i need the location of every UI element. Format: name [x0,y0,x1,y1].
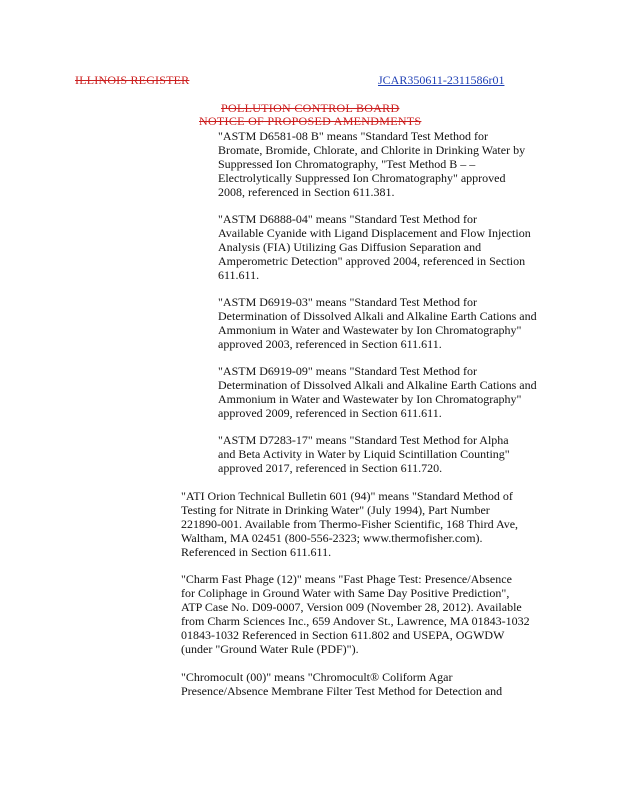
definition-line: "Charm Fast Phage (12)" means "Fast Phage Test: Presence/Absence [181,572,512,586]
definition-line: Presence/Absence Membrane Filter Test Method for Detection and [181,684,503,698]
definition-line: approved 2017, referenced in Section 611.720. [218,461,443,475]
definition-line: "ASTM D7283-17" means "Standard Test Method for Alpha [218,433,509,447]
definition-line: Electrolytically Suppressed Ion Chromatography" approved [218,171,506,185]
definition-line: Waltham, MA 02451 (800-556-2323; www.thermofisher.com). [181,531,483,545]
definition-line: Available Cyanide with Ligand Displacement and Flow Injection [218,226,531,240]
definition-line: 611.611. [218,268,260,282]
definition-line: Ammonium in Water and Wastewater by Ion Chromatography" [218,323,522,337]
definition-astm-d7283 [218,433,510,475]
definition-line: Bromate, Bromide, Chlorate, and Chlorite in Drinking Water by [218,143,526,157]
definition-line: from Charm Sciences Inc., 659 Andover St., Lawrence, MA 01843-1032 [181,614,530,628]
definition-line: "ASTM D6581-08 B" means "Standard Test Method for [218,129,488,143]
definition-line: approved 2003, referenced in Section 611.611. [218,337,442,351]
definition-line: 01843-1032 Referenced in Section 611.802 and USEPA, OGWDW [181,628,505,642]
definition-line: Referenced in Section 611.611. [181,545,332,559]
register-title: ILLINOIS REGISTER [75,73,190,87]
definition-line: "ASTM D6888-04" means "Standard Test Method for [218,212,477,226]
board-heading: POLLUTION CONTROL BOARD [221,101,400,115]
definition-chromocult [181,670,502,698]
definition-line: "ATI Orion Technical Bulletin 601 (94)" means "Standard Method of [181,489,513,503]
definition-line: 2008, referenced in Section 611.381. [218,185,395,199]
definition-line: (under "Ground Water Rule (PDF)"). [181,642,359,656]
definition-line: and Beta Activity in Water by Liquid Scintillation Counting" [218,447,510,461]
notice-heading: NOTICE OF PROPOSED AMENDMENTS [199,114,422,128]
definition-line: Determination of Dissolved Alkali and Alkaline Earth Cations and [218,378,537,392]
definition-astm-d6919-03 [218,295,537,351]
definition-line: Suppressed Ion Chromatography, "Test Method B – – [218,157,476,171]
definition-ati-orion [181,489,518,559]
definition-line: Testing for Nitrate in Drinking Water" (July 1994), Part Number [181,503,490,517]
definition-line: Ammonium in Water and Wastewater by Ion Chromatography" [218,392,522,406]
definition-line: Analysis (FIA) Utilizing Gas Diffusion Separation and [218,240,482,254]
definition-astm-d6581 [218,129,525,199]
definition-line: Determination of Dissolved Alkali and Alkaline Earth Cations and [218,309,537,323]
definition-astm-d6888 [218,212,531,282]
definition-line: 221890-001. Available from Thermo-Fisher Scientific, 168 Third Ave, [181,517,519,531]
definition-astm-d6919-09 [218,364,537,420]
definition-line: "ASTM D6919-09" means "Standard Test Method for [218,364,477,378]
definition-line: for Coliphage in Ground Water with Same Day Positive Prediction", [181,586,510,600]
definition-line: Amperometric Detection" approved 2004, referenced in Section [218,254,526,268]
definition-line: "Chromocult (00)" means "Chromocult® Coliform Agar [181,670,453,684]
definition-line: approved 2009, referenced in Section 611.611. [218,406,442,420]
definition-line: "ASTM D6919-03" means "Standard Test Method for [218,295,477,309]
definition-line: ATP Case No. D09-0007, Version 009 (November 28, 2012). Available [181,600,522,614]
jcar-reference[interactable]: JCAR350611-2311586r01 [378,73,505,87]
definition-charm-fast-phage [181,572,530,656]
